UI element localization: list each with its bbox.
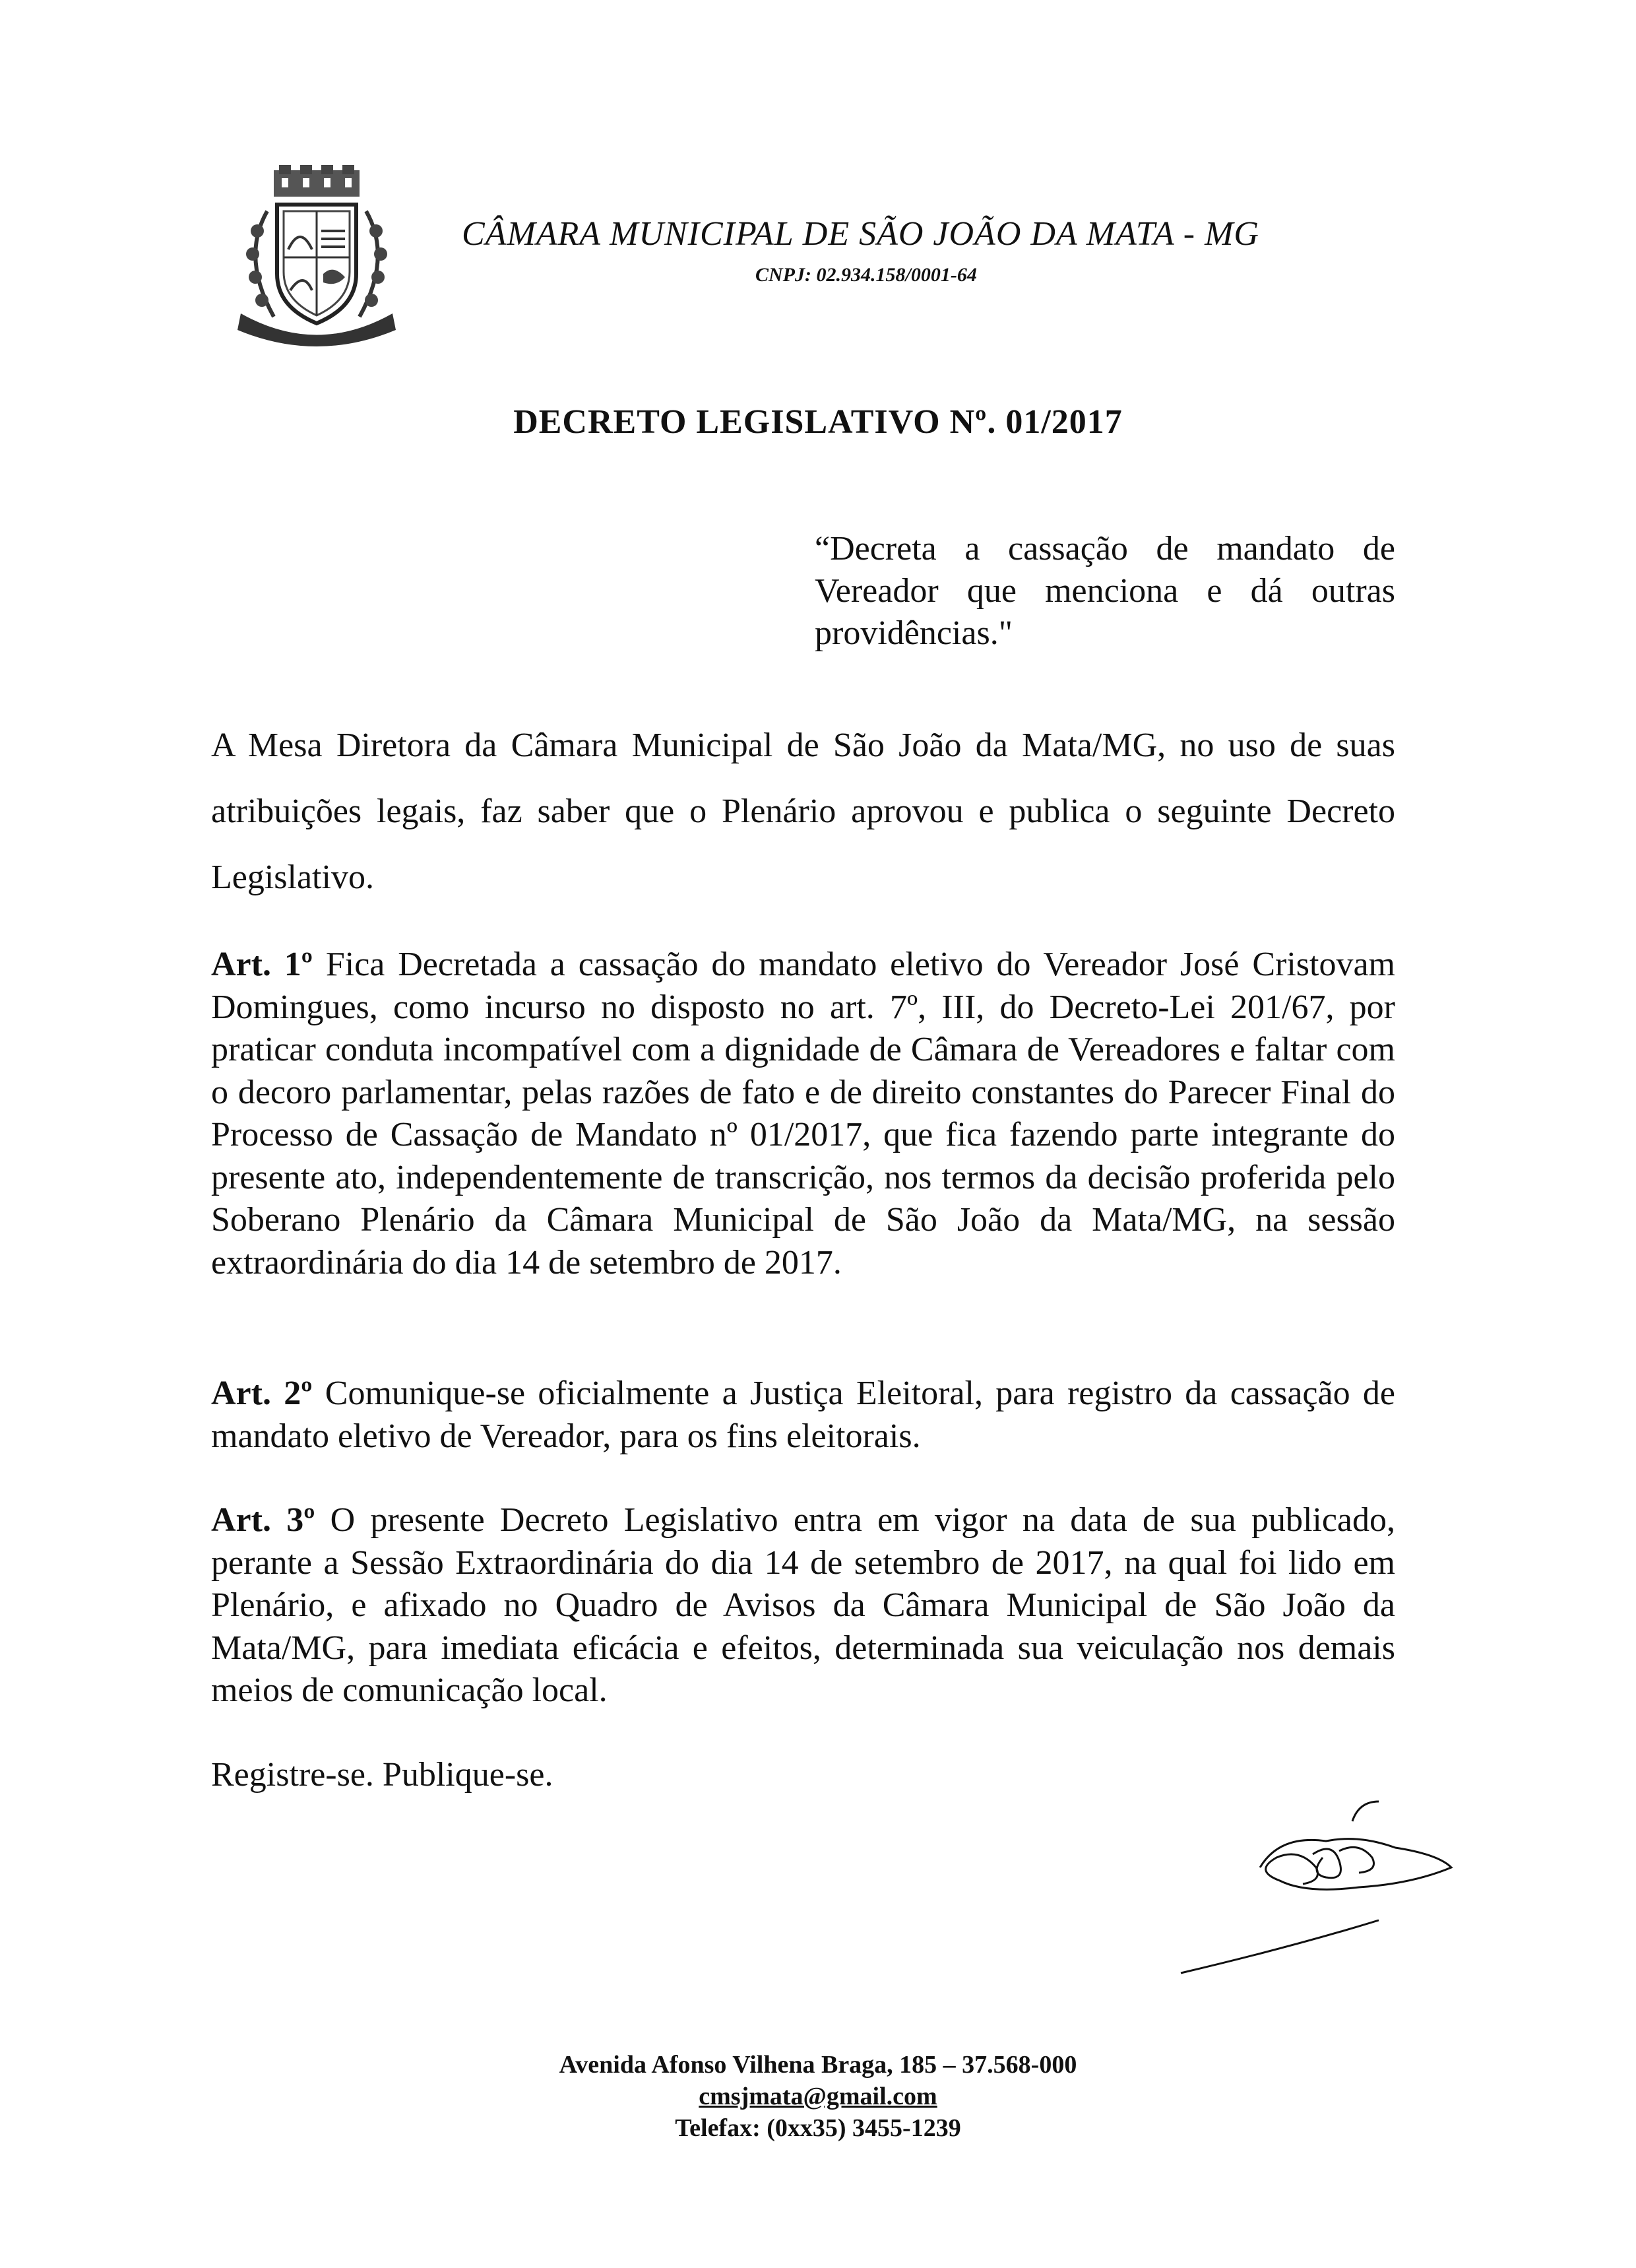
article-1-text: Fica Decretada a cassação do mandato eletivo do Vereador José Cristovam Domingues, como incurso no disposto no art. 7º, III, do Decreto-Lei 201/67, por praticar conduta incompatível com a dignidade de Câmara de Vereadores e faltar com o decoro parlamentar, pelas razões de fato e de direito constantes do Parecer Final do Processo de Cassação de Mandato nº 01/2017, que fica fazendo parte integrante do presente ato, independentemente de transcrição, nos termos da decisão proferida pelo Soberano Plenário da Câmara Municipal de São João da Mata/MG, na sessão extraordinária do dia 14 de setembro de 2017. (211, 946, 1396, 1281)
document-title: DECRETO LEGISLATIVO Nº. 01/2017 (513, 403, 1123, 441)
article-1-label: Art. 1º (211, 946, 313, 983)
footer-email[interactable]: cmsjmata@gmail.com (699, 2083, 937, 2110)
footer-phone: Telefax: (0xx35) 3455-1239 (675, 2114, 961, 2142)
cnpj-number: CNPJ: 02.934.158/0001-64 (755, 264, 977, 286)
article-2-text: Comunique-se oficialmente a Justiça Eleitoral, para registro da cassação de mandato eletivo de Vereador, para os fins eleitorais. (211, 1375, 1395, 1455)
article-3 (211, 1499, 1395, 1712)
institution-name: CÂMARA MUNICIPAL DE SÃO JOÃO DA MATA - MG (462, 215, 1259, 253)
handwritten-signature (1161, 1795, 1478, 1993)
article-2 (211, 1373, 1395, 1458)
article-1 (211, 944, 1395, 1284)
intro-paragraph: A Mesa Diretora da Câmara Municipal de São João da Mata/MG, no uso de suas atribuições legais, faz saber que o Plenário aprovou e publica o seguinte Decreto Legislativo. (211, 727, 1395, 896)
municipal-coat-of-arms-icon (228, 165, 406, 350)
ementa: “Decreta a cassação de mandato de Vereador que menciona e dá outras providências." (815, 530, 1395, 652)
article-3-label: Art. 3º (211, 1501, 315, 1539)
footer (0, 2049, 1636, 2144)
closing-statement: Registre-se. Publique-se. (211, 1756, 553, 1794)
footer-address: Avenida Afonso Vilhena Braga, 185 – 37.568-000 (559, 2051, 1077, 2079)
article-3-text: O presente Decreto Legislativo entra em vigor na data de sua publicado, perante a Sessão Extraordinária do dia 14 de setembro de 2017, na qual foi lido em Plenário, e afixado no Quadro de Avisos da Câmara Municipal de São João da Mata/MG, para imediata eficácia e efeitos, determinada sua veiculação nos demais meios de comunicação local. (211, 1501, 1396, 1709)
article-2-label: Art. 2º (211, 1375, 313, 1412)
